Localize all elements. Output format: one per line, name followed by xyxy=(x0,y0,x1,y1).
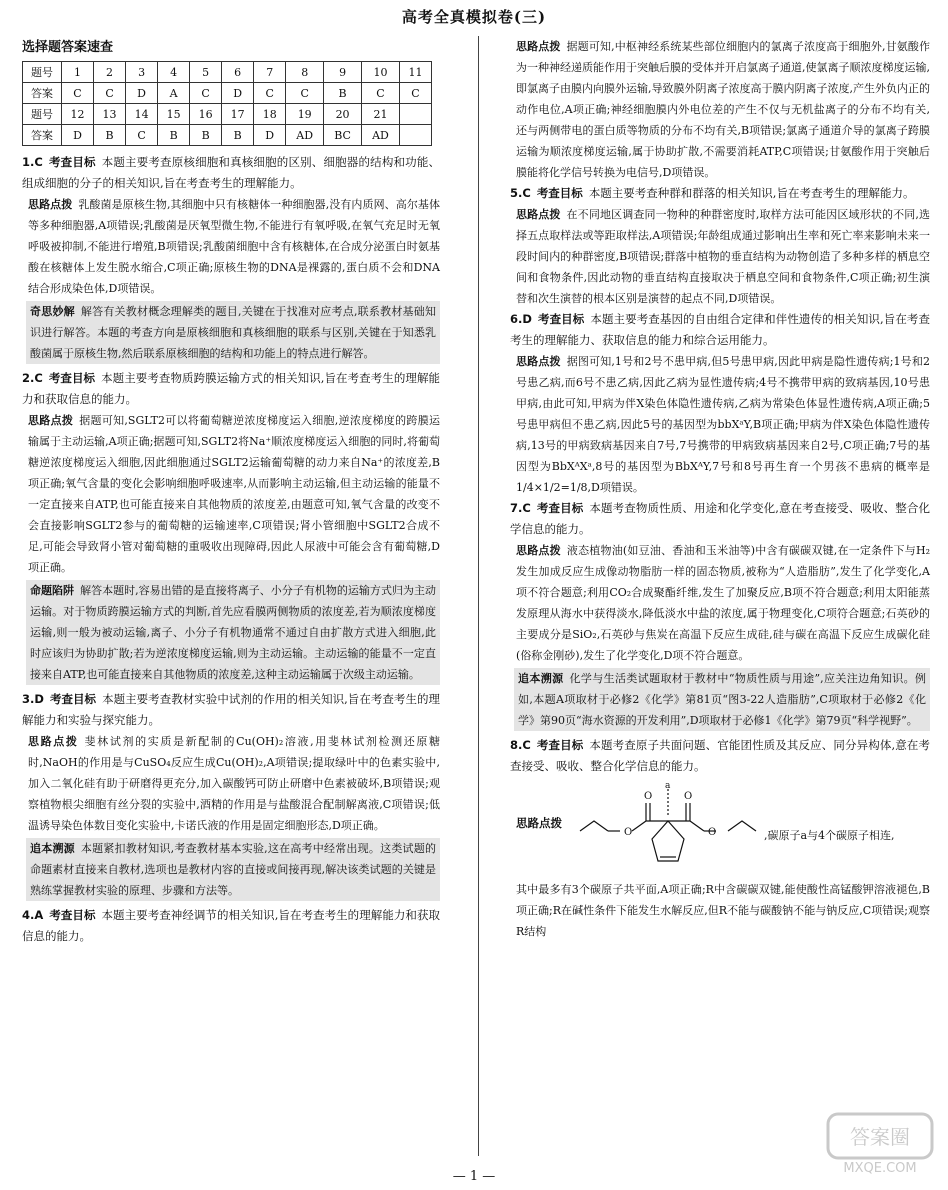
question-number-cell: 9 xyxy=(324,62,362,83)
question-4 xyxy=(22,905,440,947)
question-number-cell: 3 xyxy=(126,62,158,83)
target-text: 本题主要考查种群和群落的相关知识,旨在考查考生的理解能力。 xyxy=(588,186,915,200)
label-target: 考查目标 xyxy=(48,371,96,385)
question-number-cell: 11 xyxy=(399,62,431,83)
tip-text: 解答本题时,容易出错的是直接将离子、小分子有机物的运输方式归为主动运输。对于物质跨膜运输方式的判断,首先应看膜两侧物质的浓度差,若为顺浓度梯度运输,则一般为被动运输,离子、小分子有机物通常不通过自由扩散方式进入细胞,此时应该归为协助扩散;若为逆浓度梯度运输,则为主动运输。主动运输的能量不一定直接来自ATP,也可能直接来自其他物质的浓度差,这种主动运输属于次级主动运输。 xyxy=(30,584,437,681)
idea-text: 在不同地区调查同一物种的种群密度时,取样方法可能因区域形状的不同,选择五点取样法或等距取样法,A项错误;年龄组成通过影响出生率和死亡率来影响未来一段时间内的种群密度,B项错误;群落中植物的垂直结构为动物创造了多种多样的栖息空间和食物条件,因此动物的垂直结构直接取决于栖息空间和食物条件,C项正确;初生演替和次生演替的根本区别是演替的起点不同,D项错误。 xyxy=(516,208,930,305)
label-target: 考查目标 xyxy=(536,186,583,200)
target-text: 本题主要考查教材实验中试剂的作用的相关知识,旨在考查考生的理解能力和实验与探究能力。 xyxy=(22,692,441,727)
tip-text: 本题紧扣教材知识,考查教材基本实验,这在高考中经常出现。这类试题的命题素材直接来自教材,选项也是教材内容的直接或间接再现,解决该类试题的关键是熟练掌握教材实验的原理、步骤和方法等。 xyxy=(30,842,436,897)
row-label-answer: 答案 xyxy=(23,125,62,146)
question-number-cell: 18 xyxy=(254,104,286,125)
label-idea: 思路点拨 xyxy=(516,40,561,53)
label-idea: 思路点拨 xyxy=(516,355,561,368)
q7-tip xyxy=(514,668,930,731)
target-text: 本题主要考查原核细胞和真核细胞的区别、细胞器的结构和功能、组成细胞的分子的相关知识,旨在考查考生的理解能力。 xyxy=(22,155,441,190)
label-target: 考查目标 xyxy=(536,501,584,515)
question-number-cell: 1 xyxy=(62,62,94,83)
question-3 xyxy=(22,689,440,731)
q6-idea xyxy=(510,351,930,498)
target-text: 本题考查原子共面问题、官能团性质及其反应、同分异构体,意在考查接受、吸收、整合化学信息的能力。 xyxy=(510,738,930,773)
question-number-cell: 13 xyxy=(94,104,126,125)
right-column xyxy=(510,36,930,942)
question-7 xyxy=(510,498,930,540)
svg-text:MXQE.COM: MXQE.COM xyxy=(843,1161,917,1176)
question-number-cell: 14 xyxy=(126,104,158,125)
question-number: 4.A xyxy=(22,908,44,922)
answer-cell: C xyxy=(126,125,158,146)
answer-cell: C xyxy=(286,83,324,104)
label-idea: 思路点拨 xyxy=(516,816,562,830)
watermark-logo xyxy=(826,1112,934,1176)
q2-idea xyxy=(22,410,440,578)
question-number: 8.C xyxy=(510,738,531,752)
molecule-structure-icon xyxy=(576,781,762,877)
question-6 xyxy=(510,309,930,351)
label-target: 考查目标 xyxy=(49,692,97,706)
question-number-cell: 2 xyxy=(94,62,126,83)
q3-tip xyxy=(26,838,440,901)
question-1 xyxy=(22,152,440,194)
label-tip: 追本溯源 xyxy=(518,672,564,685)
answer-cell: D xyxy=(222,83,254,104)
q8-idea xyxy=(510,879,930,942)
page-title: 高考全真模拟卷(三) xyxy=(401,8,547,26)
question-number-cell: 10 xyxy=(361,62,399,83)
q1-tip xyxy=(26,301,440,364)
idea-text: 据题可知,SGLT2可以将葡萄糖逆浓度梯度运入细胞,逆浓度梯度的跨膜运输属于主动运输,A项正确;据题可知,SGLT2将Na⁺顺浓度梯度运入细胞的同时,将葡萄糖逆浓度梯度运入细胞,因此细胞通过SGLT2运输葡萄糖的动力来自Na⁺的浓度差,B项正确;氧气含量的变化会影响细胞呼吸速率,从而影响主动运输,但主动运输的能量不一定直接来自ATP,也可能直接来自其他物质的浓度差,由题意可知,氧气含量的改变不会直接影响SGLT2参与的葡萄糖的运输速率,C项错误;肾小管细胞中SGLT2合成不足,可能会导致肾小管对葡萄糖的重吸收出现障碍,因此人尿液中可能会含有葡萄糖,D项正确。 xyxy=(28,414,441,574)
question-number-cell: 21 xyxy=(361,104,399,125)
label-target: 考查目标 xyxy=(48,155,96,169)
page-number: — 1 — xyxy=(452,1169,496,1184)
label-idea: 思路点拨 xyxy=(28,414,74,427)
answer-cell: B xyxy=(222,125,254,146)
row-label-answer: 答案 xyxy=(23,83,62,104)
row-label-number: 题号 xyxy=(23,62,62,83)
answer-cell: C xyxy=(94,83,126,104)
atom-label: a xyxy=(665,781,671,791)
answer-cell: C xyxy=(62,83,94,104)
target-text: 本题主要考查物质跨膜运输方式的相关知识,旨在考查考生的理解能力和获取信息的能力。 xyxy=(22,371,441,406)
label-idea: 思路点拨 xyxy=(516,544,561,557)
question-number: 6.D xyxy=(510,312,532,326)
label-target: 考查目标 xyxy=(536,738,584,752)
question-5 xyxy=(510,183,930,204)
question-number-cell: 4 xyxy=(158,62,190,83)
target-text: 本题考查物质性质、用途和化学变化,意在考查接受、吸收、整合化学信息的能力。 xyxy=(510,501,930,536)
answer-cell: BC xyxy=(324,125,362,146)
idea-text: 斐林试剂的实质是新配制的Cu(OH)₂溶液,用斐林试剂检测还原糖时,NaOH的作用是与CuSO₄反应生成Cu(OH)₂,A项错误;提取绿叶中的色素实验中,加入二氧化硅有助于研磨得更充分,加入碳酸钙可防止研磨中色素被破坏,B项错误;观察植物根尖细胞有丝分裂的实验中,酒精的作用是与盐酸混合配制解离液,C项错误;低温诱导染色体数目变化实验中,卡诺氏液的作用是固定细胞形态,D项正确。 xyxy=(28,735,441,832)
row-label-number: 题号 xyxy=(23,104,62,125)
question-number: 5.C xyxy=(510,186,531,200)
question-number-cell: 16 xyxy=(190,104,222,125)
q4-idea xyxy=(510,36,930,183)
svg-text:O: O xyxy=(684,791,693,802)
answer-cell: C xyxy=(190,83,222,104)
answer-cell: C xyxy=(361,83,399,104)
label-idea: 思路点拨 xyxy=(516,208,561,221)
question-number: 7.C xyxy=(510,501,531,515)
answer-cell xyxy=(399,125,431,146)
answer-cell: D xyxy=(126,83,158,104)
idea-text: 乳酸菌是原核生物,其细胞中只有核糖体一种细胞器,没有内质网、高尔基体等多种细胞器,A项错误;乳酸菌是厌氧型微生物,不能进行有氧呼吸,在氧气充足时无氧呼吸被抑制,不能进行增殖,B项错误;乳酸菌细胞中含有核糖体,在合成分泌蛋白时氨基酸在核糖体上发生脱水缩合,C项正确;原核生物的DNA是裸露的,蛋白质不会和DNA结合形成染色体,D项错误。 xyxy=(28,198,440,295)
question-number-cell: 20 xyxy=(324,104,362,125)
q5-idea xyxy=(510,204,930,309)
answer-cell: AD xyxy=(361,125,399,146)
question-number: 1.C xyxy=(22,155,43,169)
question-number: 2.C xyxy=(22,371,43,385)
label-tip: 命题陷阱 xyxy=(30,584,75,597)
answer-key-table xyxy=(22,61,432,146)
q7-idea xyxy=(510,540,930,666)
left-column xyxy=(22,36,440,947)
q3-idea xyxy=(22,731,440,836)
label-tip: 奇思妙解 xyxy=(30,305,75,318)
structure-diagram xyxy=(510,781,930,877)
q2-tip xyxy=(26,580,440,685)
answer-cell: D xyxy=(254,125,286,146)
answer-key-title: 选择题答案速查 xyxy=(22,40,114,55)
question-number-cell: 7 xyxy=(254,62,286,83)
column-divider xyxy=(478,36,479,1156)
svg-text:答案圈: 答案圈 xyxy=(850,1125,910,1149)
question-number-cell: 15 xyxy=(158,104,190,125)
question-number-cell: 19 xyxy=(286,104,324,125)
idea-text: ,碳原子a与4个碳原子相连, xyxy=(764,829,895,842)
answer-cell: C xyxy=(254,83,286,104)
idea-text: 据题可知,中枢神经系统某些部位细胞内的氯离子浓度高于细胞外,甘氨酸作为一种神经递质能作用于突触后膜的受体并开启氯离子通道,使氯离子顺浓度梯度运输,即氯离子由膜内向膜外运输,导致膜外阴离子浓度高于膜内阴离子浓度,产生外负内正的动作电位,A项正确;神经细胞膜内外电位差的产生不仅与无机盐离子的分布不均有关,还与两侧带电的蛋白质等物质的分布不均有关,B项错误;氯离子通道介导的氯离子跨膜运输为顺浓度梯度运输,属于协助扩散,不需要消耗ATP,C项错误;甘氨酸作用于突触后膜能将化学信号转换为电信号,D项错误。 xyxy=(516,40,930,179)
answer-cell: A xyxy=(158,83,190,104)
question-number-cell xyxy=(399,104,431,125)
answer-cell: D xyxy=(62,125,94,146)
question-number-cell: 5 xyxy=(190,62,222,83)
svg-text:O: O xyxy=(708,827,717,838)
idea-text: 据图可知,1号和2号不患甲病,但5号患甲病,因此甲病是隐性遗传病;1号和2号患乙病,而6号不患乙病,因此乙病为显性遗传病;4号不携带甲病的致病基因,10号患甲病,由此可知,甲病为伴X染色体隐性遗传病,乙病为常染色体显性遗传病,A项正确;5号患甲病但不患乙病,因此5号的基因型为bbXᵃY,B项正确;甲病为伴X染色体隐性遗传病,13号的甲病致病基因来自7号,7号携带的甲病致病基因来自2号,C项正确;7号的基因型为BbXᴬXᵃ,8号的基因型为BbXᴬY,7号和8号再生育一个男孩不患病的概率是1/4×1/2=1/8,D项错误。 xyxy=(516,355,931,494)
question-8 xyxy=(510,735,930,777)
answer-cell: B xyxy=(190,125,222,146)
label-target: 考查目标 xyxy=(537,312,585,326)
question-number: 3.D xyxy=(22,692,44,706)
question-number-cell: 6 xyxy=(222,62,254,83)
answer-cell: B xyxy=(94,125,126,146)
question-number-cell: 17 xyxy=(222,104,254,125)
idea-text: 其中最多有3个碳原子共平面,A项正确;R中含碳碳双键,能使酸性高锰酸钾溶液褪色,B项正确;R在碱性条件下能发生水解反应,但R不能与碳酸钠不能与钠反应,C项错误;观察R结构 xyxy=(516,883,930,938)
target-text: 本题主要考查神经调节的相关知识,旨在考查考生的理解能力和获取信息的能力。 xyxy=(22,908,441,943)
label-idea: 思路点拨 xyxy=(28,198,73,211)
label-target: 考查目标 xyxy=(49,908,96,922)
label-idea: 思路点拨 xyxy=(28,735,79,748)
question-number-cell: 8 xyxy=(286,62,324,83)
svg-text:O: O xyxy=(624,827,633,838)
q1-idea xyxy=(22,194,440,299)
answer-cell: B xyxy=(324,83,362,104)
answer-cell: B xyxy=(158,125,190,146)
answer-cell: AD xyxy=(286,125,324,146)
target-text: 本题主要考查基因的自由组合定律和伴性遗传的相关知识,旨在考查考生的理解能力、获取信息的能力和综合运用能力。 xyxy=(510,312,931,347)
svg-text:O: O xyxy=(644,791,653,802)
question-2 xyxy=(22,368,440,410)
idea-text: 液态植物油(如豆油、香油和玉米油等)中含有碳碳双键,在一定条件下与H₂发生加成反应生成像动物脂肪一样的固态物质,被称为“人造脂肪”,发生了化学变化,A项不符合题意;利用CO₂合成聚酯纤维,发生了加聚反应,B项不符合题意;利用太阳能蒸发原理从海水中获得淡水,降低淡水中盐的浓度,属于物理变化,C项符合题意;石英砂的主要成分是SiO₂,石英砂与焦炭在高温下反应生成硅,硅与碳在高温下反应生成碳化硅(俗称金刚砂),发生了化学变化,D项不符合题意。 xyxy=(516,544,930,662)
tip-text: 解答有关教材概念理解类的题目,关键在于找准对应考点,联系教材基础知识进行解答。本题的考查方向是原核细胞和真核细胞的联系与区别,关键在于知悉乳酸菌属于原核生物,然后联系原核细胞的结构和功能上的特点进行解答。 xyxy=(30,305,436,360)
label-tip: 追本溯源 xyxy=(30,842,75,855)
question-number-cell: 12 xyxy=(62,104,94,125)
tip-text: 化学与生活类试题取材于教材中“物质性质与用途”,应关注边角知识。例如,本题A项取材于必修2《化学》第81页“图3-22人造脂肪”,C项取材于必修2《化学》第90页“海水资源的开发利用”,D项取材于必修1《化学》第79页“科学视野”。 xyxy=(518,672,926,727)
answer-cell: C xyxy=(399,83,431,104)
